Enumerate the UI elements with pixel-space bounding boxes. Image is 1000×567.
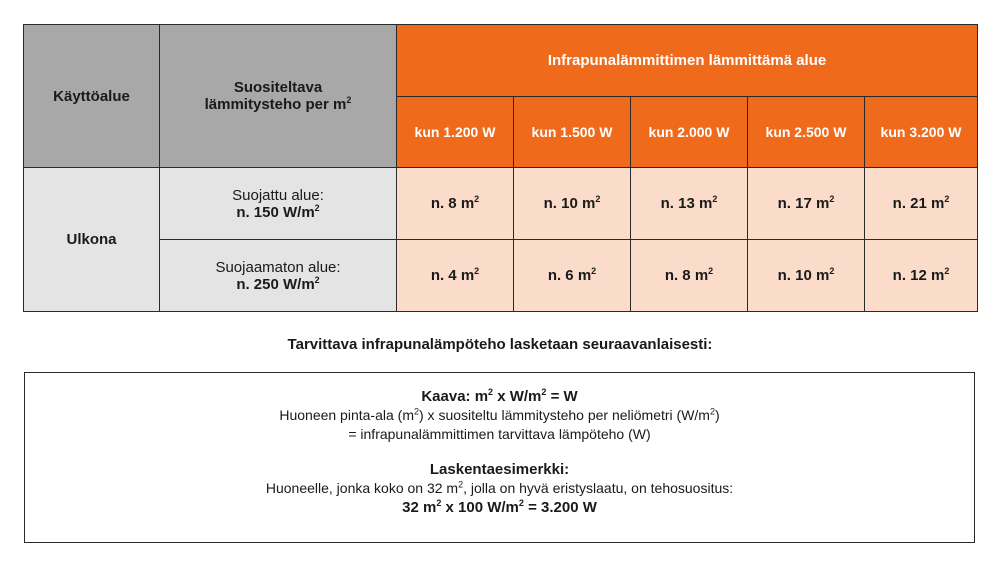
area-cell: n. 12 $m^2$: [865, 240, 978, 312]
heating-area-table: [23, 24, 978, 312]
formula-box: [24, 372, 975, 543]
header-wattage: kun 1.500 W: [514, 97, 631, 168]
area-cell: n. 21 $m^2$: [865, 168, 978, 240]
area-cell: n. 17 $m^2$: [748, 168, 865, 240]
header-wattage: kun 1.200 W: [397, 97, 514, 168]
header-wattage: kun 3.200 W: [865, 97, 978, 168]
header-wattage: kun 2.500 W: [748, 97, 865, 168]
formula-line1: Huoneen pinta-ala $(m^2)$ x suositeltu lämmitysteho per neliömetri $(W/m^2)$: [279, 406, 720, 423]
area-cell: n. 4 $m^2$: [397, 240, 514, 312]
area-cell: n. 13 $m^2$: [631, 168, 748, 240]
usage-outdoor: Ulkona: [24, 168, 160, 312]
row-label: Suojattu alue: n. 150 $W/m^2$: [160, 168, 397, 240]
area-cell: n. 8 $m^2$: [397, 168, 514, 240]
table-row: [24, 240, 978, 312]
table-row: [24, 168, 978, 240]
area-cell: n. 6 $m^2$: [514, 240, 631, 312]
area-cell: n. 8 $m^2$: [631, 240, 748, 312]
header-heated-area: Infrapunalämmittimen lämmittämä alue: [397, 25, 978, 97]
example-title: Laskentaesimerkki:: [429, 461, 570, 478]
area-cell: n. 10 $m^2$: [748, 240, 865, 312]
example-result: 32 $m^2$ x 100 $W/m^2 = 3.200$ W: [402, 498, 597, 516]
example-text: Huoneelle, jonka koko on 32 $m^2$, jolla on hyvä eristyslaatu, on tehosuositus:: [265, 479, 734, 496]
row-label: Suojaamaton alue: n. 250 $W/m^2$: [160, 240, 397, 312]
formula-title: Kaava: $m^2$ x $W/m^2 = W$: [421, 387, 578, 405]
header-usage: Käyttöalue: [24, 25, 160, 168]
area-cell: n. 10 $m^2$: [514, 168, 631, 240]
formula-line2: = infrapunalämmittimen tarvittava lämpöteho (W): [348, 426, 651, 442]
calculation-note: Tarvittava infrapunalämpöteho lasketaan seuraavanlaisesti:: [287, 336, 713, 353]
header-recommended-power: Suositeltava lämmitysteho per $m^2$: [160, 25, 397, 168]
header-wattage: kun 2.000 W: [631, 97, 748, 168]
